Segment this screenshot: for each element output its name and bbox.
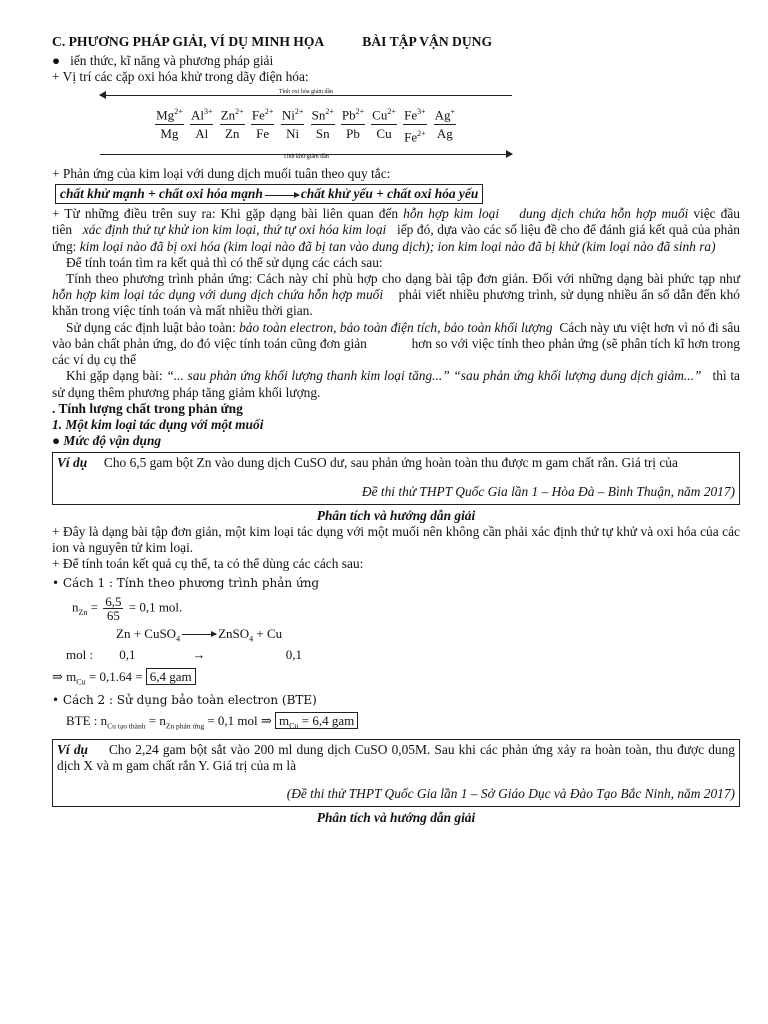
reduced-form: Sn [315, 125, 330, 141]
m-cu-result: ⇒ $m_{Cu} = 0,1.64 = 6,4$ gam [52, 669, 740, 687]
reduction-arrow [100, 148, 512, 160]
heading-level: ● Mức độ vận dụng [52, 433, 162, 449]
right-arrow-icon [265, 195, 299, 196]
reduced-form: Ni [286, 125, 300, 141]
reduced-form: Mg [160, 125, 179, 141]
method-2: • Cách 2 : Sử dụng bảo toàn electron (BTE) [52, 692, 317, 707]
reduced-form: Zn [224, 125, 240, 141]
oxidized-form: $Al^{3+}$ [190, 103, 214, 124]
oxidation-caption: Tính oxi hóa giảm dần [278, 89, 334, 96]
analysis-2: + Để tính toán kết quả cụ thể, ta có thể dùng các cách sau: [52, 556, 364, 572]
paragraph-2: Để tính toán tìm ra kết quả thì có thể sử dụng các cách sau: [66, 254, 383, 270]
reduced-form: $Fe^{2+}$ [404, 128, 426, 145]
example-1-source: Đề thi thử THPT Quốc Gia lần 1 – Hòa Đà – Bình Thuận, năm 2017) [361, 483, 735, 499]
reduced-form: Pb [346, 125, 360, 141]
redox-pair [220, 103, 245, 146]
oxidized-form: $Fe^{3+}$ [403, 103, 427, 124]
oxidized-form: Ag+ [434, 103, 456, 124]
redox-pair [311, 103, 335, 146]
m-cu-answer: 6,4 gam [146, 668, 196, 685]
example-1-box [52, 452, 740, 504]
redox-pair [251, 103, 275, 146]
reaction-rule: chất khử mạnh + chất oxi hóa mạnh chất khử yếu + chất oxi hóa yếu [55, 184, 483, 204]
reduced-form: Fe [256, 125, 270, 141]
analysis-1: + Đây là dạng bài tập đơn giản, một kim loại tác dụng với một muối nên không cần phải xác định thứ tự khử và oxi hóa của các ion và nguyên tử kim loại. [52, 523, 740, 556]
n-zn-formula: $n_{Zn}$ = $\frac{6,5}{65}$ = 0,1 mol. [72, 593, 183, 623]
oxidized-form: $Sn^{2+}$ [311, 103, 335, 124]
redox-pair [403, 103, 427, 146]
paragraph-4: Sử dụng các định luật bảo toàn: bảo toàn electron, bảo toàn điện tích, bảo toàn khối lượng Cách này ưu việt hơn vì nó đi sâu vào bản chất phản ứng, do đó việc tính toán cũng đơn giản hơn so với việc tính theo phản ứng (sẽ phân tích kĩ hơn trong các ví dụ cụ thể [52, 319, 740, 368]
example-1-label: Ví dụ [57, 455, 88, 471]
section-heading [52, 34, 740, 50]
heading-one-metal: 1. Một kim loại tác dụng với một muối [52, 416, 264, 432]
example-1-text: Cho 6,5 gam bột Zn vào dung dịch CuSO dư, sau phản ứng hoàn toàn thu được m gam chất rắn. Giá trị của [103, 455, 678, 471]
oxidized-form: $Pb^{2+}$ [341, 103, 365, 124]
bte-formula: BTE : $n_{Cu tạo thành} = n_{Zn phản ứng} = 0,1$ mol ⇒ $m_{Cu} = 6,4$ gam [66, 713, 740, 731]
document-page [52, 34, 740, 827]
oxidized-form: $Cu^{2+}$ [371, 103, 397, 124]
knowledge-bullet: ● iến thức, kĩ năng và phương pháp giải [52, 53, 274, 68]
mol-row: mol : 0,1 → 0,1 [66, 647, 302, 663]
oxidized-form: $Mg^{2+}$ [155, 103, 184, 124]
redox-pair [371, 103, 397, 146]
example-2-box [52, 739, 740, 808]
oxidized-form: $Zn^{2+}$ [220, 103, 245, 124]
redox-pairs [100, 103, 512, 146]
oxidation-arrow [100, 89, 512, 101]
position-intro: + Vị trí các cặp oxi hóa khử trong dãy điện hóa: [52, 69, 309, 85]
method-1: • Cách 1 : Tính theo phương trình phản ứng [52, 575, 320, 590]
redox-pair [190, 103, 214, 146]
redox-pair [155, 103, 184, 146]
section-title: C. PHƯƠNG PHÁP GIẢI, VÍ DỤ MINH HỌA [52, 34, 325, 49]
redox-pair [281, 103, 305, 146]
reduced-form: Al [195, 125, 209, 141]
rule-intro: + Phản ứng của kim loại với dung dịch muối tuân theo quy tắc: [52, 166, 391, 182]
heading-calc: . Tính lượng chất trong phản ứng [52, 400, 243, 416]
example-2-text: Cho 2,24 gam bột sắt vào 200 ml dung dịch CuSO 0,05M. Sau khi các phản ứng xảy ra hoàn toàn, thu được dung dịch X và m gam chất rắn Y. Giá trị của m là [57, 741, 735, 773]
analysis-title-2: Phân tích và hướng dẫn giải [316, 810, 476, 826]
example-2-label: Ví dụ [57, 741, 88, 757]
example-2-source: (Đề thi thử THPT Quốc Gia lần 1 – Sở Giáo Dục và Đào Tạo Bắc Ninh, năm 2017) [286, 786, 735, 802]
redox-pair [433, 103, 457, 146]
analysis-title: Phân tích và hướng dẫn giải [316, 507, 476, 523]
section-title-2: BÀI TẬP VẬN DỤNG [362, 34, 493, 49]
reduction-caption: Tính khử giảm dần [283, 154, 329, 161]
paragraph-3: Tính theo phương trình phản ứng: Cách này chỉ phù hợp cho dạng bài tập đơn giản. Đối với những dạng bài phức tạp như hỗn hợp kim loại tác dụng với dung dịch chứa hỗn hợp muối phải viết nhiều phương trình, sử dụng nhiều ẩn số dẫn đến khó khăn trong việc tính toán và mất nhiều thời gian. [52, 271, 741, 319]
n-zn-fraction: $\frac{6,5}{65}$ [105, 593, 122, 623]
reaction-arrow-icon [182, 634, 216, 635]
oxidized-form: $Ni^{2+}$ [281, 103, 305, 124]
reaction-equation: Zn + CuSO$_4$ ZnSO$_4$ + Cu [116, 625, 283, 644]
reduced-form: Cu [376, 125, 392, 141]
redox-pair [341, 103, 365, 146]
paragraph-1: + Từ những điều trên suy ra: Khi gặp dạng bài liên quan đến hỗn hợp kim loại dung dịch chứa hỗn hợp muối việc đầu tiên xác định thứ tự khử ion kim loại, thứ tự oxi hóa kim loại iếp đó, dựa vào các số liệu đề cho để đánh giá kết quả của phản ứng: kim loại nào đã bị oxi hóa (kim loại nào đã bị tan vào dung dịch); ion kim loại nào đã bị khử (kim loại nào đã sinh ra) [52, 206, 741, 254]
paragraph-5: Khi gặp dạng bài: “... sau phản ứng khối lượng thanh kim loại tăng...” “sau phản ứng khối lượng dung dịch giảm...” thì ta sử dụng thêm phương pháp tăng giảm khối lượng. [52, 368, 741, 400]
oxidized-form: $Fe^{2+}$ [251, 103, 275, 124]
bte-answer: 6,4 gam [312, 713, 355, 729]
reduced-form: Ag [436, 125, 453, 141]
electrochemical-series [100, 89, 512, 160]
